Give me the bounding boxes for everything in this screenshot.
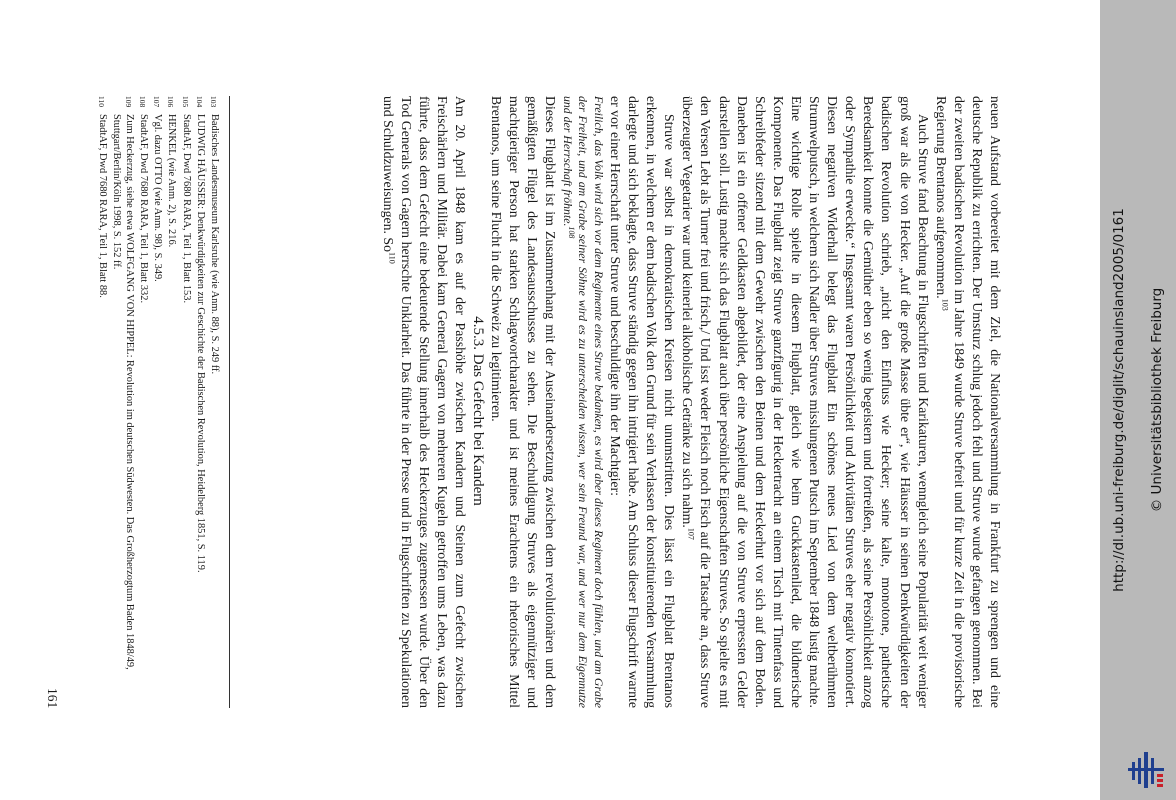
footnotes (95, 96, 230, 708)
paragraph-1: neuen Aufstand vorbereitet mit dem Ziel, die Nationalversammlung in Frankfurt zu sprengen und eine deutsche Republik zu errichten. Der Umsturz schlug jedoch fehl und Struve wurde gefangen genommen. Bei der zweiten badischen Revolution im Jahre 1849 wurde Struve befreit und für kurze Zeit in die provisorische Regierung Brentanos aufgenommen.$^{103}$ (933, 96, 1003, 708)
paragraph-4: Dieses Flugblatt ist im Zusammenhang mit der Auseinandersetzung zwischen dem revolutionären und dem gemäßigten Flügel des Landesausschusses zu sehen. Die Beschuldigung Struves als eigennütziger und machtgieriger Person hat starken Schlagwortcharakter und ist meines Erachtens ein rhetorisches Mittel Brentanos, um seine Flucht in die Schweiz zu legitimieren. (489, 96, 559, 708)
footnote-110: 110 StadtAF, Dwd 7680 RARA, Teil 1, Blatt 88. (97, 96, 109, 298)
paragraph-5: Am 20. April 1848 kam es auf der Passhöhe zwischen Kandern und Steinen zum Gefecht zwischen Freischärlern und Militär. Dabei kam General Gagern von mehreren Kugeln getroffen ums Leben, was dazu führte, dass dem Gefecht eine bedeutende Stellung innerhalb des Heckerzuges zugemessen wurde. Über den Tod Generals von Gagern herrschte Unklarheit. Das führte in der Presse und in Flugschriften zu Spekulationen und Schuldzuweisungen. So$^{110}$ (380, 96, 468, 708)
footnote-107: 107 Vgl. dazu OTTO (wie Anm. 98), S. 349. (152, 96, 164, 282)
logo-bar-red-2 (1157, 779, 1163, 782)
block-quote: Freilich, das Volk wird sich vor dem Regimente eines Struve bedanken, es wird aber dieses Regiment doch fühlen, und am Grabe der Freiheit, und am Grabe seiner Söhne wird es zu unterscheiden wissen, wer sein Freund war, und wer nur dem Eigennutze und der Herrschaft fröhnte.$^{108}$ (560, 96, 606, 708)
main-text (379, 96, 1005, 708)
footnote-106: 106 HENKEL (wie Anm. 2), S. 216. (166, 96, 178, 248)
logo-bar-3 (1144, 752, 1148, 788)
logo-bar-red-3 (1157, 784, 1163, 787)
footnote-108: 108 StadtAF, Dwd 7680 RARA, Teil 1, Blatt 332. (137, 96, 149, 304)
logo-bar-red-1 (1157, 774, 1163, 777)
ub-freiburg-logo-icon (1124, 748, 1168, 792)
section-heading: 4.5.3. Das Gefecht bei Kandern (470, 316, 487, 506)
footnote-105: 105 StadtAF, Dwd 7680 RARA, Teil 1, Blatt 153. (180, 96, 192, 304)
page-number: 161 (45, 688, 60, 709)
footnote-109: 109 Zum Heckerzug, siehe etwa WOLFGANG VON HIPPEL: Revolution im deutschen Südwesten. Das Großherzogtum Baden 1848/49, Stuttgart/Berlin/Köln 1998, S. 152 ff. (110, 96, 135, 670)
sidebar-url[interactable]: http://dl.ub.uni-freiburg.de/diglit/schauinsland2005/0161 (1111, 208, 1127, 592)
footnote-103: 103 Badisches Landesmuseum Karlsruhe (wie Anm. 88), S. 249 ff. (209, 96, 220, 375)
paragraph-3: Struve war selbst in demokratischen Kreisen nicht unumstritten. Dies lässt ein Flugblatt Brentanos erkennen, in welchem er dem badischen Volk den Grund für sein Verlassen der konstituierenden Versammlung darlegte und sich beklagte, dass Struve ständig gegen ihn intrigiert habe. Am Schluss dieser Flugschrift warnte er vor einer Herrschaft unter Struve und beschuldigte ihn der Machtgier: (608, 96, 678, 708)
paragraph-2: Auch Struve fand Beachtung in Flugschriften und Karikaturen, wenngleich seine Popularität weit weniger groß war als die von Hecker. „Auf die große Masse übte er“, wie Häusser in seinen Denkwürdigkeiten der badischen Revolution schrieb, „nicht den Einfluss wie Hecker; seine kalte, monotone, pathetische Beredsamkeit konnte die Gemüther eben so wenig begeistern und fortreißen, als seine Persönlichkeit anzog oder Sympathie erweckte.“ Insgesamt waren Persönlichkeit und Aktivitäten Struves eher negativ konnotiert. Diesen negativen Widerhall belegt das Flugblatt Ein schönes neues Lied von dem weltberühmten Strumwelputsch, in welchem sich Nadler über Struves misslungenen Putsch im September 1848 lustig machte. Eine wichtige Rolle spielte in diesem Flugblatt, gleich wie beim Guckkastenlied, die bildnerische Komponente. Das Flugblatt zeigt Struve ganzfigurig in der Heckertracht an einem Tisch mit Tintenfass und Schreibfeder sitzend mit dem Gewehr zwischen den Beinen und dem Heckerhut vor sich auf dem Boden. Daneben ist ein offener Geldkasten abgebildet, der eine Anspielung auf die von Struve erpressten Gelder darstellen soll. Lustig machte sich das Flugblatt auch über persönliche Eigenschaften Struves. So spielte es mit den Versen Lebt als Turner frei und frisch,/ Und isst weder Fleisch noch Fisch auf die Tatsache an, dass Struve überzeugter Vegetarier war und keinerlei alkoholische Getränke zu sich nahm.$^{107}$ (680, 96, 931, 708)
logo-bar-2 (1138, 758, 1141, 784)
logo-bar-1 (1132, 762, 1135, 780)
footnote-104: 104 LUDWIG HÄUSSER: Denkwürdigkeiten zur Geschichte der Badischen Revolution, Heidelberg 1851, S. 119. (194, 96, 206, 573)
logo-bar-4 (1151, 758, 1154, 784)
sidebar-copyright: © Universitätsbibliothek Freiburg (1149, 287, 1165, 513)
